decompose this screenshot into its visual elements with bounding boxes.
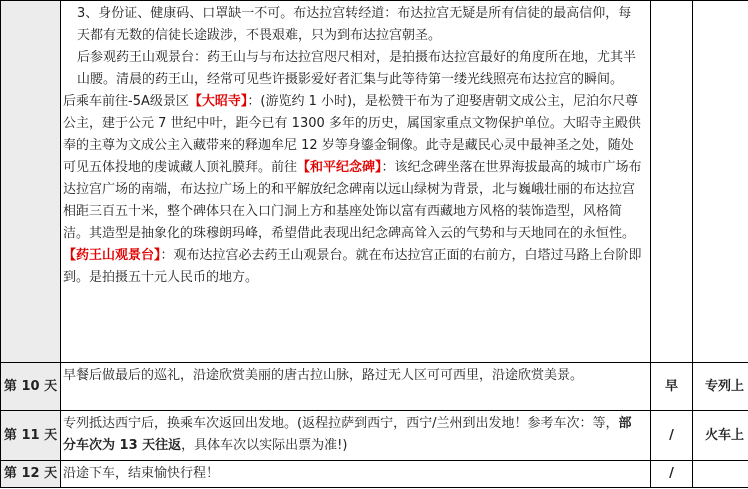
table-row [1,1,748,363]
meal-cell: / [651,461,693,488]
day-label: 第 10 天 [1,363,61,411]
viewpoint-text: ：观布达拉宫必去药王山观景台。就在布达拉宫正面的右前方，白塔过马路上台阶即到。是拍摄五十元人民币的地方。 [63,248,642,285]
table-row [1,363,748,411]
stay-cell: 火车上 [693,411,748,461]
note-paragraph: 3、身份证、健康码、口罩缺一不可。布达拉宫转经道：布达拉宫无疑是所有信徒的最高信仰，每天都有无数的信徒长途跋涉，不畏艰难，只为到布达拉宫朝圣。 [77,6,632,43]
peace-monument-highlight: 【和平纪念碑】 [297,160,382,175]
day-cell-empty [1,1,61,363]
table-row [1,461,748,488]
meal-cell: / [651,411,693,461]
viewpoint-paragraph [63,245,644,289]
meal-cell: 早 [651,363,693,411]
return-bold-text: 部分车次为 13 天往返 [63,416,632,453]
day-9-description [61,1,651,363]
stay-cell: 专列上 [693,363,748,411]
table-row [1,411,748,461]
peace-monument-text: ：该纪念碑坐落在世界海拔最高的城市广场布达拉宫广场的南端，布达拉广场上的和平解放纪念碑南以远山绿树为背景，北与巍峨壮丽的布达拉宫相距三百五十米，整个碑体只在入口门洞上方和基座处饰以富有西藏地方风格的装饰造型，风格简洁。其造型是抽象化的珠穆朗玛峰，希望借此表现出纪念碑高耸入云的气势和与天地同在的永恒性。 [63,160,642,241]
stay-cell [693,461,748,488]
meal-cell-empty [651,1,693,363]
day-description: 沿途下车，结束愉快行程！ [61,461,651,488]
jokhang-paragraph [63,91,644,245]
day-label: 第 12 天 [1,461,61,488]
return-text: 专列抵达西宁后，换乘车次返回出发地。(返程拉萨到西宁，西宁/兰州到出发地！参考车次：等， [63,416,619,431]
yaowangshan-paragraph: 后参观药王山观景台：药王山与与布达拉宫咫尺相对，是拍摄布达拉宫最好的角度所在地，尤其半山腰。清晨的药王山，经常可见些许摄影爱好者汇集与此等待第一缕光线照亮布达拉宫的瞬间。 [77,50,637,87]
stay-cell-empty [693,1,748,363]
jokhang-intro: 后乘车前往-5A级景区 [63,94,189,109]
day-label: 第 11 天 [1,411,61,461]
day-description: 早餐后做最后的巡礼，沿途欣赏美丽的唐古拉山脉，路过无人区可可西里，沿途欣赏美景。 [61,363,651,411]
jokhang-text: ：(游览约 1 小时)，是松赞干布为了迎娶唐朝文成公主，尼泊尔尺尊公主，建于公元 7 世纪中叶，距今已有 1300 多年的历史，属国家重点文物保护单位。大昭寺主殿供奉的主尊为文成公主入藏带来的释迦牟尼 12 岁等身鎏金铜像。此寺是藏民心灵中最神圣之处，随处可见五体投地的虔诚藏人顶礼膜拜。前往 [63,94,641,175]
viewpoint-highlight: 【药王山观景台】 [63,248,161,263]
day-description [61,411,651,461]
jokhang-highlight: 【大昭寺】 [188,94,248,109]
return-note: ，具体车次以实际出票为准!) [181,438,348,453]
